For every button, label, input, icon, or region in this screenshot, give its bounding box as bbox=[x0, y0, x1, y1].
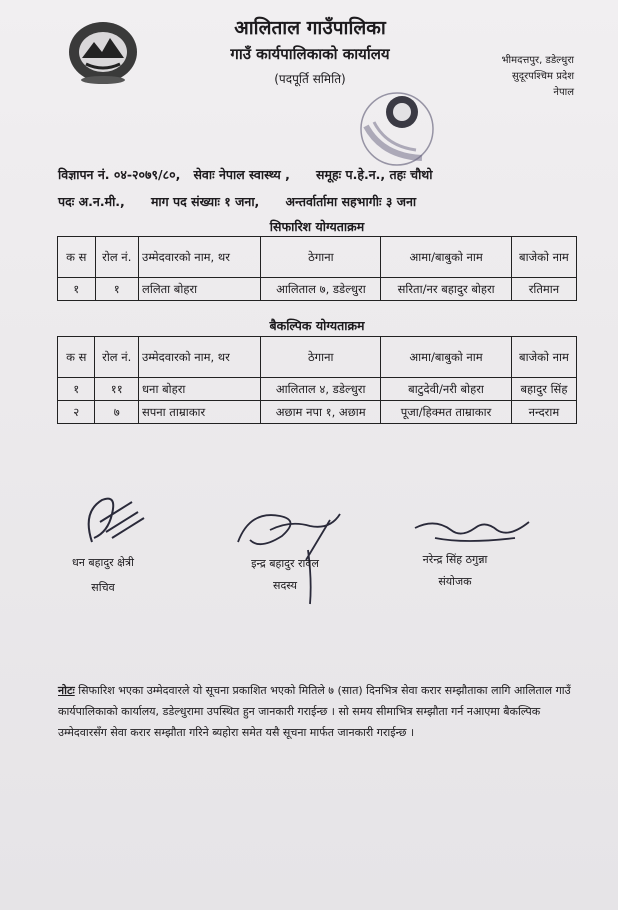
interview-count: अन्तर्वार्तामा सहभागीः ३ जना bbox=[285, 194, 417, 209]
signatory-name-3: नरेन्द्र सिंह ठगुन्ना bbox=[422, 553, 488, 566]
cell-address: आलिताल ४, डडेल्धुरा bbox=[261, 378, 381, 401]
col-header-name: उम्मेदवारको नाम, थर bbox=[138, 337, 260, 378]
col-header-parents: आमा/बाबुको नाम bbox=[381, 237, 511, 278]
cell-sn: २ bbox=[58, 401, 95, 424]
cell-parents: पूजा/हिक्मत ताम्राकार bbox=[381, 401, 512, 424]
committee-title: (पदपूर्ति समिति) bbox=[274, 72, 346, 86]
address-line-3: नेपाल bbox=[553, 87, 574, 98]
municipality-title: आलिताल गाउँपालिका bbox=[234, 17, 386, 39]
table-row bbox=[58, 278, 577, 301]
signature-member bbox=[230, 500, 360, 610]
cell-name: ललिता बोहरा bbox=[139, 278, 261, 301]
table-row bbox=[58, 378, 577, 401]
cell-sn: १ bbox=[58, 378, 95, 401]
cell-sn: १ bbox=[58, 278, 96, 301]
signatory-name-1: धन बहादुर क्षेत्री bbox=[72, 556, 134, 569]
cell-roll: ११ bbox=[95, 378, 139, 401]
service-name: सेवाः नेपाल स्वास्थ्य , bbox=[193, 167, 290, 182]
note-label: नोटः bbox=[58, 684, 75, 697]
cell-roll: ७ bbox=[95, 401, 139, 424]
col-header-grandfather: बाजेको नाम bbox=[511, 237, 576, 278]
post-name: पदः अ.न.मी., bbox=[58, 194, 125, 209]
cell-address: अछाम नपा १, अछाम bbox=[261, 401, 381, 424]
col-header-name: उम्मेदवारको नाम, थर bbox=[139, 237, 261, 278]
col-header-sn: क स bbox=[58, 237, 96, 278]
notice-footnote bbox=[58, 680, 578, 743]
signatory-name-2: इन्द्र बहादुर रावल bbox=[251, 557, 319, 570]
cell-address: आलिताल ७, डडेल्धुरा bbox=[261, 278, 381, 301]
signatory-role-3: संयोजक bbox=[438, 575, 472, 588]
notice-info-line-2 bbox=[58, 193, 416, 210]
col-header-roll: रोल नं. bbox=[95, 237, 139, 278]
address-line-2: सुदूरपश्चिम प्रदेश bbox=[512, 71, 574, 82]
notice-info-line-1 bbox=[58, 166, 433, 183]
cell-parents: सरिता/नर बहादुर बोहरा bbox=[381, 278, 511, 301]
cell-grandfather: बहादुर सिंह bbox=[511, 378, 576, 401]
cell-name: धना बोहरा bbox=[138, 378, 260, 401]
signature-coordinator bbox=[405, 510, 535, 550]
demand-count: माग पद संख्याः १ जना, bbox=[150, 194, 260, 209]
signatory-role-1: सचिव bbox=[91, 581, 115, 594]
cell-grandfather: नन्दराम bbox=[511, 401, 576, 424]
address-line-1: भीमदत्तपुर, डडेल्धुरा bbox=[501, 55, 574, 66]
alternate-table bbox=[57, 336, 577, 424]
col-header-sn: क स bbox=[58, 337, 95, 378]
cell-grandfather: रतिमान bbox=[511, 278, 576, 301]
notice-number: विज्ञापन नं. ०४-२०७९/८०, bbox=[58, 167, 181, 182]
cell-name: सपना ताम्राकार bbox=[138, 401, 260, 424]
office-title: गाउँ कार्यपालिकाको कार्यालय bbox=[230, 45, 390, 63]
nepal-emblem-icon bbox=[66, 18, 140, 84]
office-seal-stamp bbox=[352, 86, 442, 172]
recommended-title: सिफारिश योग्यताक्रम bbox=[269, 219, 365, 234]
col-header-address: ठेगाना bbox=[261, 237, 381, 278]
col-header-grandfather: बाजेको नाम bbox=[511, 337, 576, 378]
note-text: सिफारिश भएका उम्मेदवारले यो सूचना प्रकाशित भएको मितिले ७ (सात) दिनभित्र सेवा करार सम्झौताका लागि आलिताल गाउँ कार्यपालिकाको कार्यालय, डडेल्धुरामा उपस्थित हुन जानकारी गराईन्छ । सो समय सीमाभित्र सम्झौता गर्न नआएमा बैकल्पिक उम्मेदवारसँग सेवा करार सम्झौता गरिने ब्यहोरा समेत यसै सूचना मार्फत जानकारी गराईन्छ । bbox=[58, 684, 571, 739]
signatory-role-2: सदस्य bbox=[273, 579, 297, 592]
col-header-parents: आमा/बाबुको नाम bbox=[381, 337, 512, 378]
group-level: समूहः प.हे.न., तहः चौथो bbox=[316, 167, 433, 182]
col-header-address: ठेगाना bbox=[261, 337, 381, 378]
recommended-table bbox=[57, 236, 577, 301]
table-header-row bbox=[58, 237, 577, 278]
table-header-row bbox=[58, 337, 577, 378]
table-row bbox=[58, 401, 577, 424]
col-header-roll: रोल नं. bbox=[95, 337, 139, 378]
cell-roll: १ bbox=[95, 278, 139, 301]
cell-parents: बाटुदेवी/नरी बोहरा bbox=[381, 378, 512, 401]
alternate-title: बैकल्पिक योग्यताक्रम bbox=[269, 318, 365, 333]
signature-secretary bbox=[72, 492, 152, 552]
